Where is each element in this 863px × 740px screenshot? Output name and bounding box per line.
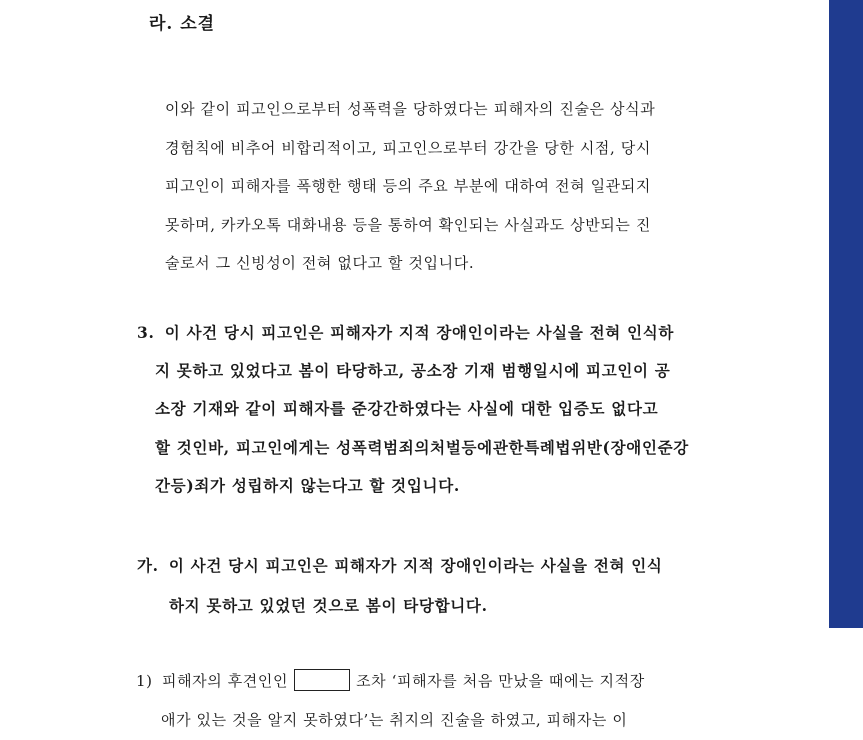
- paragraph-line: [137, 314, 689, 352]
- paragraph-section-ga: [137, 546, 663, 626]
- paragraph-line: 피고인이 피해자를 폭행한 행태 등의 주요 부분에 대하여 전혀 일관되지: [165, 177, 651, 195]
- section-heading-ra: 라. 소결: [149, 14, 216, 34]
- page-edge-blue-bar: [829, 0, 863, 628]
- paragraph-text: 피해자의 후견인인: [161, 672, 289, 690]
- paragraph-line: 애가 있는 것을 알지 못하였다’는 취지의 진술을 하였고, 피해자는 이: [161, 711, 628, 729]
- paragraph-line: 지 못하고 있었다고 봄이 타당하고, 공소장 기재 범행일시에 피고인이 공: [155, 361, 671, 381]
- paragraph-line: 술로서 그 신빙성이 전혀 없다고 할 것입니다.: [165, 254, 475, 272]
- paragraph-section-3: [137, 314, 689, 505]
- paragraph-text: 조차 ‘피해자를 처음 만났을 때에는 지적장: [356, 672, 645, 690]
- paragraph-line: 못하며, 카카오톡 대화내용 등을 통하여 확인되는 사실과도 상반되는 진: [165, 215, 651, 234]
- paragraph-text: 이 사건 당시 피고인은 피해자가 지적 장애인이라는 사실을 전혀 인식: [168, 556, 663, 575]
- section-number: 가.: [137, 556, 159, 575]
- paragraph-line: 간등)죄가 성립하지 않는다고 할 것입니다.: [155, 475, 460, 495]
- section-number: 3.: [137, 323, 155, 342]
- section-number: 1): [136, 672, 153, 690]
- paragraph-line: 소장 기재와 같이 피해자를 준강간하였다는 사실에 대한 입증도 없다고: [155, 399, 659, 419]
- paragraph-line: [136, 662, 645, 701]
- paragraph-line: 하지 못하고 있었던 것으로 봄이 타당합니다.: [169, 596, 488, 615]
- redacted-name-box: [294, 669, 350, 691]
- paragraph-line: 경험칙에 비추어 비합리적이고, 피고인으로부터 강간을 당한 시점, 당시: [165, 138, 651, 157]
- paragraph-text: 이 사건 당시 피고인은 피해자가 지적 장애인이라는 사실을 전혀 인식하: [164, 323, 675, 342]
- paragraph-line: 이와 같이 피고인으로부터 성폭력을 당하였다는 피해자의 진술은 상식과: [165, 100, 656, 118]
- paragraph-line: 할 것인바, 피고인에게는 성폭력범죄의처벌등에관한특례법위반(장애인준강: [155, 437, 689, 457]
- paragraph-section-1: [136, 662, 645, 740]
- paragraph-line: [137, 546, 663, 586]
- paragraph-ra-conclusion: [165, 90, 655, 283]
